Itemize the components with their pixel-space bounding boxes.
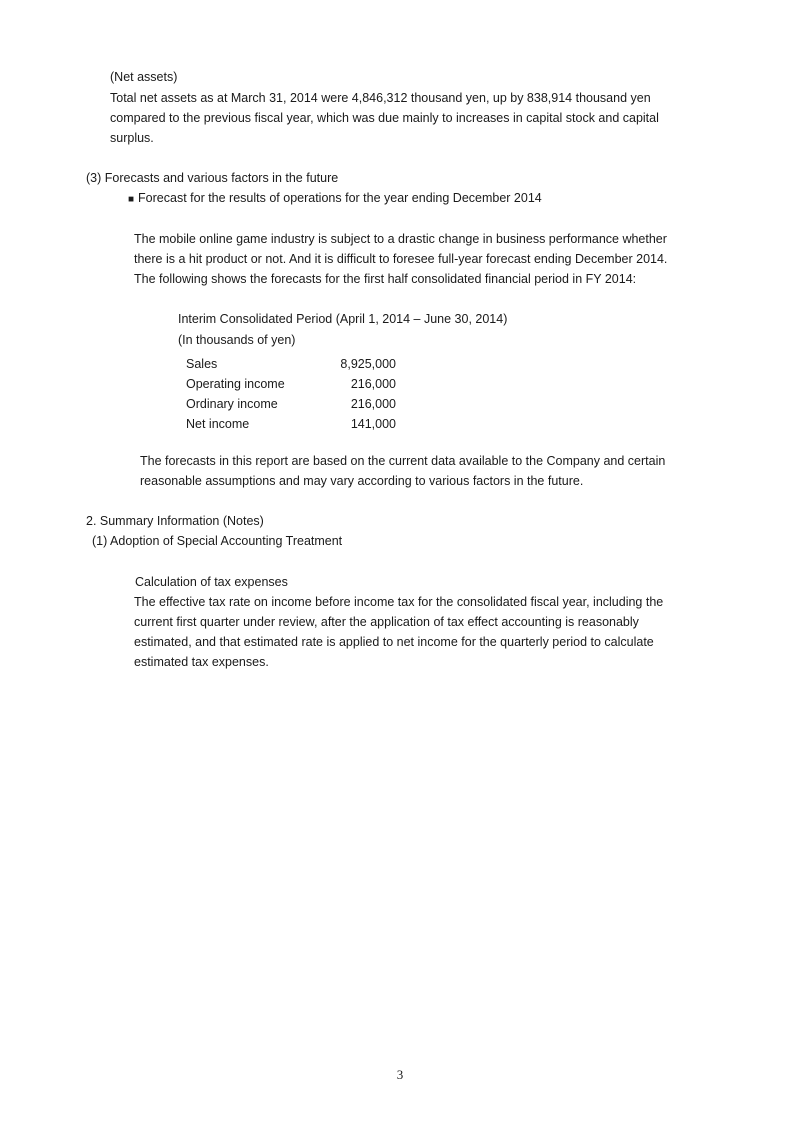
forecast-table-row (186, 374, 396, 394)
tax-calc-line-2: current first quarter under review, after the application of tax effect accounting is reasonably (134, 615, 639, 629)
forecast-table-unit: (In thousands of yen) (178, 333, 296, 347)
forecasts-heading: (3) Forecasts and various factors in the future (86, 171, 339, 185)
tax-calc-line-4: estimated tax expenses. (134, 655, 269, 669)
forecast-paragraph-line-1: The mobile online game industry is subject to a drastic change in business performance whether (134, 232, 667, 246)
forecast-paragraph-line-2: there is a hit product or not. And it is difficult to foresee full-year forecast ending December 2014. (134, 252, 668, 266)
forecast-bullet-item (128, 188, 542, 210)
forecast-row-label: Operating income (186, 377, 285, 391)
net-assets-line-2: compared to the previous fiscal year, which was due mainly to increases in capital stock and capital (110, 111, 659, 125)
forecast-table-row (186, 354, 396, 374)
net-assets-line-3: surplus. (110, 131, 154, 145)
tax-calc-line-3: estimated, and that estimated rate is applied to net income for the quarterly period to calculate (134, 635, 654, 649)
tax-calc-line-1: The effective tax rate on income before income tax for the consolidated fiscal year, including the (134, 595, 664, 609)
summary-heading: 2. Summary Information (Notes) (86, 514, 264, 528)
forecast-row-label: Ordinary income (186, 397, 278, 411)
page-number: 3 (396, 1067, 404, 1082)
forecast-row-label: Net income (186, 417, 250, 431)
forecast-row-label: Sales (186, 357, 218, 371)
forecast-table-title: Interim Consolidated Period (April 1, 2014 – June 30, 2014) (178, 312, 508, 326)
forecast-row-value: 8,925,000 (340, 357, 396, 371)
forecast-row-value: 216,000 (350, 377, 396, 391)
net-assets-heading: (Net assets) (110, 70, 178, 84)
square-bullet-icon: ■ (128, 194, 135, 205)
tax-calc-heading: Calculation of tax expenses (135, 575, 288, 589)
forecast-note-line-1: The forecasts in this report are based on the current data available to the Company and certain (140, 454, 666, 468)
forecast-bullet-text: Forecast for the results of operations for the year ending December 2014 (138, 191, 542, 205)
forecast-table-row (186, 394, 396, 414)
forecast-paragraph-line-3: The following shows the forecasts for the first half consolidated financial period in FY 2014: (134, 272, 637, 286)
forecast-table-row (186, 414, 396, 434)
summary-subheading: (1) Adoption of Special Accounting Treatment (92, 534, 343, 548)
forecast-row-value: 141,000 (350, 417, 396, 431)
net-assets-line-1: Total net assets as at March 31, 2014 were 4,846,312 thousand yen, up by 838,914 thousand yen (110, 91, 651, 105)
forecast-note-line-2: reasonable assumptions and may vary according to various factors in the future. (140, 474, 584, 488)
forecast-row-value: 216,000 (350, 397, 396, 411)
